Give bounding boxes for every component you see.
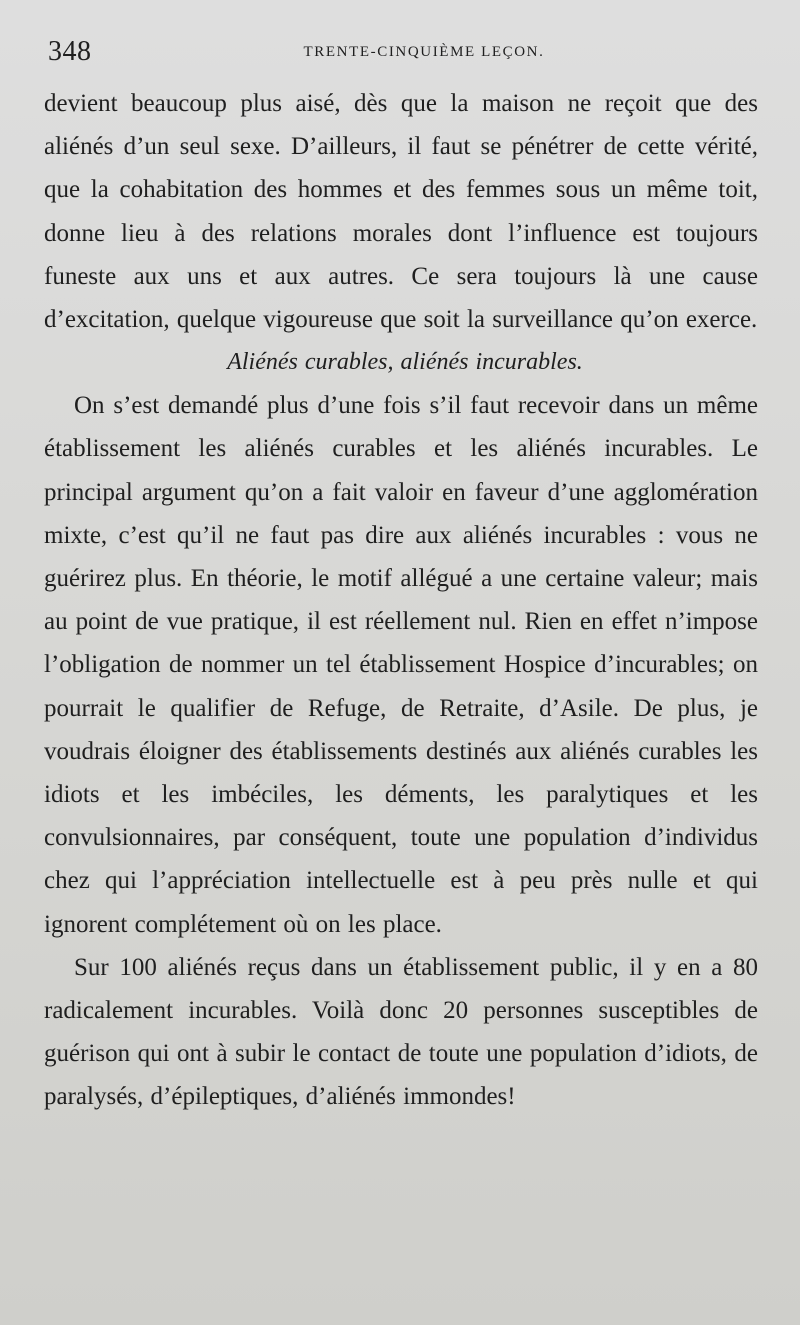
body-text bbox=[44, 82, 758, 1119]
page-number: 348 bbox=[48, 36, 92, 67]
paragraph-curables: On s’est demandé plus d’une fois s’il faut recevoir dans un même établissement les aliénés curables et les aliénés incurables. Le principal argument qu’on a fait valoir en faveur d’une agglomération mixte, c’est qu’il ne faut pas dire aux aliénés incurables : vous ne guérirez plus. En théorie, le motif allégué a une certaine valeur; mais au point de vue pratique, il est réellement nul. Rien en effet n’impose l’obligation de nommer un tel établissement Hospice d’incurables; on pourrait le qualifier de Refuge, de Retraite, d’Asile. De plus, je voudrais éloigner des établissements destinés aux aliénés curables les idiots et les imbéciles, les déments, les paralytiques et les convulsionnaires, par conséquent, toute une population d’individus chez qui l’appréciation intellectuelle est à peu près nulle et qui ignorent complétement où on les place. bbox=[44, 392, 758, 938]
paragraph-continuation: devient beaucoup plus aisé, dès que la maison ne reçoit que des aliénés d’un seul sexe. D’ailleurs, il faut se pénétrer de cette vérité, que la cohabitation des hommes et des femmes sous un même toit, donne lieu à des relations morales dont l’influence est toujours funeste aux uns et aux autres. Ce sera toujours là une cause d’excitation, quelque vigoureuse que soit la surveillance qu’on exerce. bbox=[44, 90, 758, 334]
page-header bbox=[44, 30, 758, 82]
paragraph-statistics: Sur 100 aliénés reçus dans un établissement public, il y en a 80 radicalement incurables. Voilà donc 20 personnes susceptibles de guérison qui ont à subir le contact de toute une population d’idiots, de paralysés, d’épileptiques, d’aliénés immondes! bbox=[44, 953, 758, 1111]
section-heading: Aliénés curables, aliénés incurables. bbox=[227, 349, 583, 376]
running-title: TRENTE-CINQUIÈME LEÇON. bbox=[303, 44, 545, 60]
